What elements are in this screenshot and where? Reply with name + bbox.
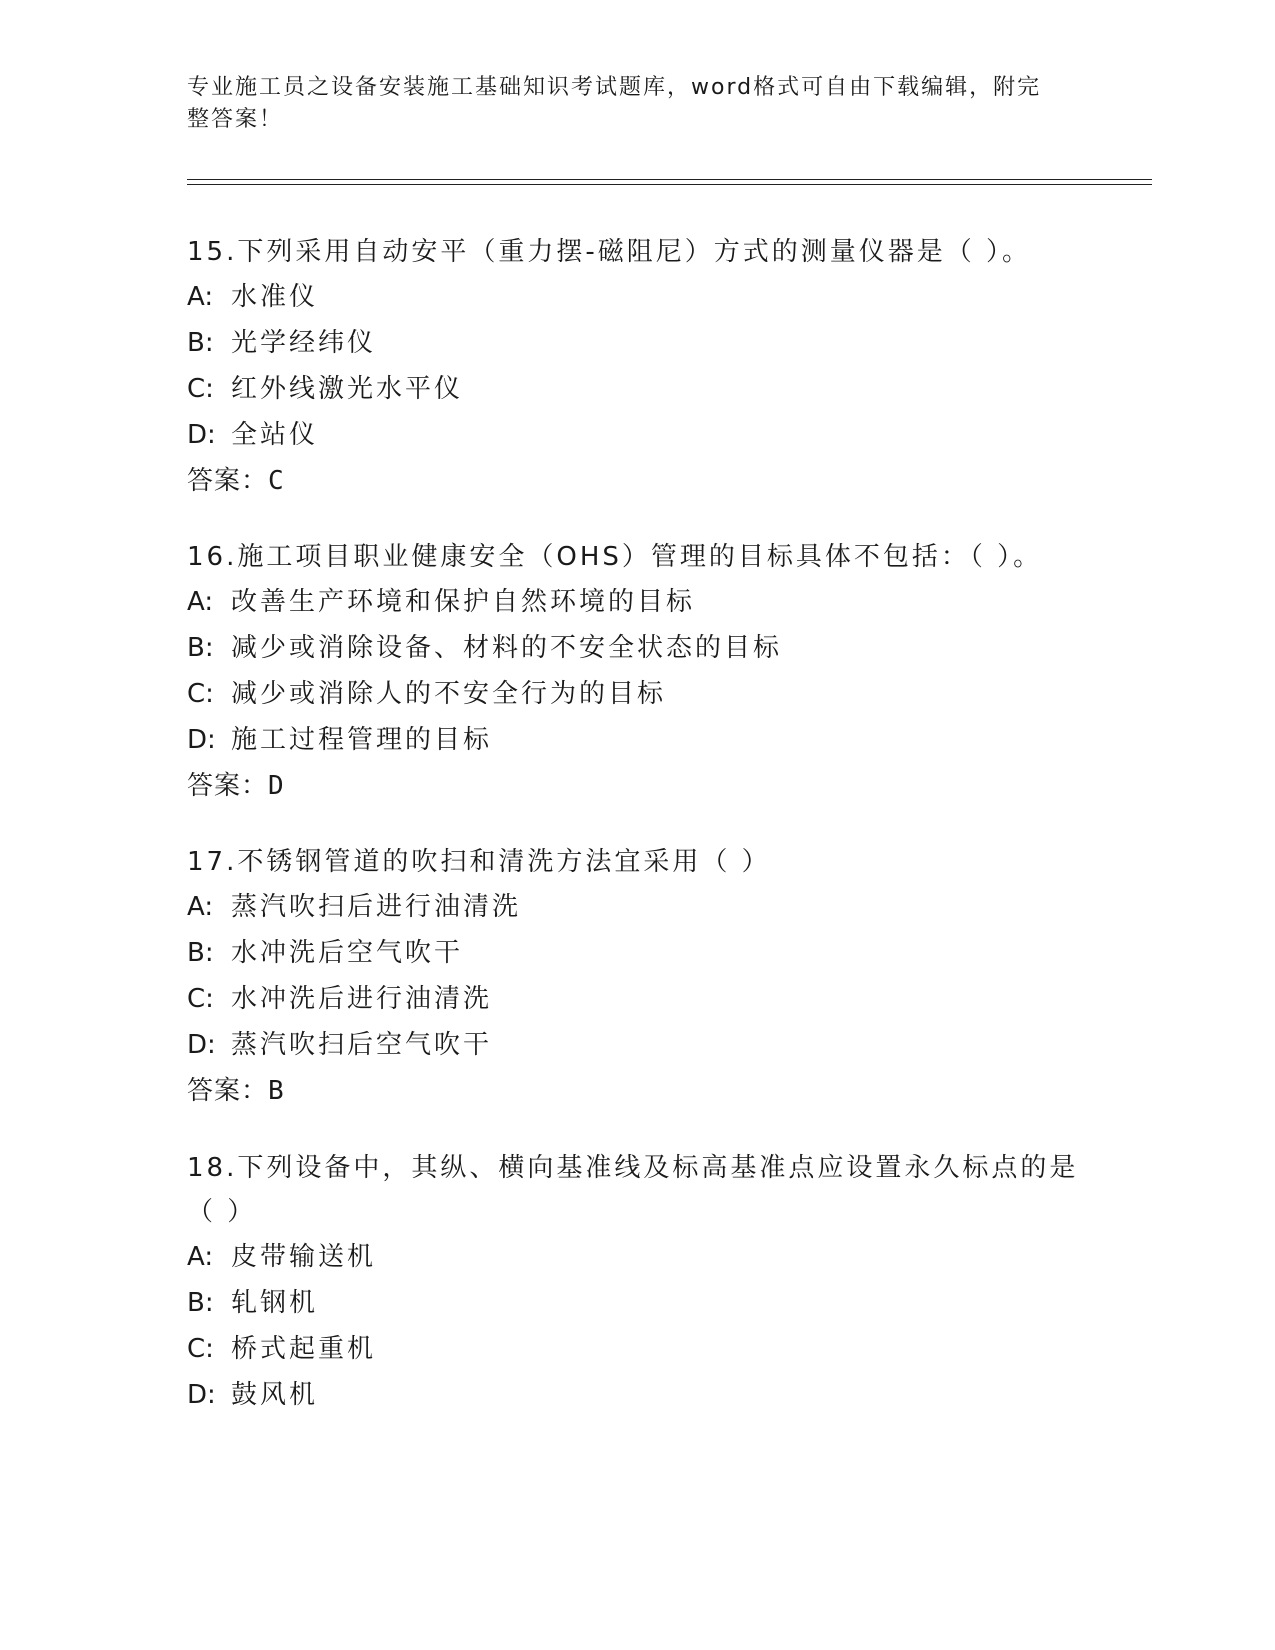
option-c (187, 976, 1087, 1022)
option-letter: C: (187, 984, 214, 1014)
option-text: 蒸汽吹扫后空气吹干 (231, 1030, 493, 1060)
answer-value: C (268, 466, 284, 496)
answer-label: 答案： (187, 771, 269, 801)
question-stem: 17.不锈钢管道的吹扫和清洗方法宜采用（ ） (187, 847, 771, 877)
answer-value: D (268, 771, 284, 801)
question-stem: 15.下列采用自动安平（重力摆-磁阻尼）方式的测量仪器是（ ）。 (187, 237, 1031, 267)
option-b (187, 930, 1087, 976)
option-text: 施工过程管理的目标 (231, 725, 493, 755)
option-text: 改善生产环境和保护自然环境的目标 (231, 587, 696, 617)
question-18 (187, 1146, 1087, 1418)
answer-label: 答案： (187, 1076, 269, 1106)
option-d (187, 412, 1087, 458)
option-text: 蒸汽吹扫后进行油清洗 (231, 892, 522, 922)
option-text: 光学经纬仪 (231, 328, 377, 358)
option-letter: D: (187, 725, 216, 755)
header-line-2: 整答案！ (187, 107, 284, 132)
option-b (187, 1280, 1087, 1326)
answer-value: B (268, 1076, 284, 1106)
option-text: 减少或消除人的不安全行为的目标 (231, 679, 667, 709)
option-text: 桥式起重机 (231, 1334, 377, 1364)
option-letter: B: (187, 1288, 214, 1318)
option-text: 红外线激光水平仪 (231, 374, 464, 404)
answer-line (187, 1068, 1087, 1114)
header-divider-top (187, 179, 1152, 180)
option-text: 鼓风机 (231, 1380, 319, 1410)
option-letter: C: (187, 1334, 214, 1364)
option-letter: D: (187, 1030, 216, 1060)
option-letter: D: (187, 1380, 216, 1410)
option-d (187, 1022, 1087, 1068)
option-letter: B: (187, 938, 214, 968)
option-c (187, 366, 1087, 412)
option-text: 水冲洗后进行油清洗 (231, 984, 493, 1014)
option-a (187, 579, 1087, 625)
option-c (187, 1326, 1087, 1372)
option-c (187, 671, 1087, 717)
document-header (187, 72, 1067, 136)
option-text: 减少或消除设备、材料的不安全状态的目标 (231, 633, 783, 663)
option-letter: B: (187, 633, 214, 663)
question-17 (187, 840, 1087, 1114)
option-b (187, 320, 1087, 366)
answer-label: 答案： (187, 466, 269, 496)
question-stem-continued: （ ） (187, 1197, 257, 1227)
option-a (187, 274, 1087, 320)
answer-line (187, 458, 1087, 504)
option-a (187, 884, 1087, 930)
question-stem: 18.下列设备中，其纵、横向基准线及标高基准点应设置永久标点的是 (187, 1153, 1079, 1183)
question-15 (187, 230, 1087, 504)
option-letter: D: (187, 420, 216, 450)
option-text: 水冲洗后空气吹干 (231, 938, 464, 968)
option-letter: A: (187, 892, 214, 922)
option-a (187, 1234, 1087, 1280)
option-letter: B: (187, 328, 214, 358)
header-line-1: 专业施工员之设备安装施工基础知识考试题库，word格式可自由下载编辑，附完 (187, 75, 1042, 100)
option-letter: C: (187, 679, 214, 709)
option-letter: A: (187, 1242, 214, 1272)
question-stem: 16.施工项目职业健康安全（OHS）管理的目标具体不包括：（ ）。 (187, 542, 1043, 572)
question-16 (187, 535, 1087, 809)
option-letter: A: (187, 587, 214, 617)
option-d (187, 717, 1087, 763)
answer-line (187, 763, 1087, 809)
option-text: 皮带输送机 (231, 1242, 377, 1272)
option-letter: C: (187, 374, 214, 404)
option-b (187, 625, 1087, 671)
header-divider-bottom (187, 184, 1152, 185)
option-text: 轧钢机 (231, 1288, 319, 1318)
option-letter: A: (187, 282, 214, 312)
option-d (187, 1372, 1087, 1418)
option-text: 全站仪 (231, 420, 319, 450)
option-text: 水准仪 (231, 282, 319, 312)
